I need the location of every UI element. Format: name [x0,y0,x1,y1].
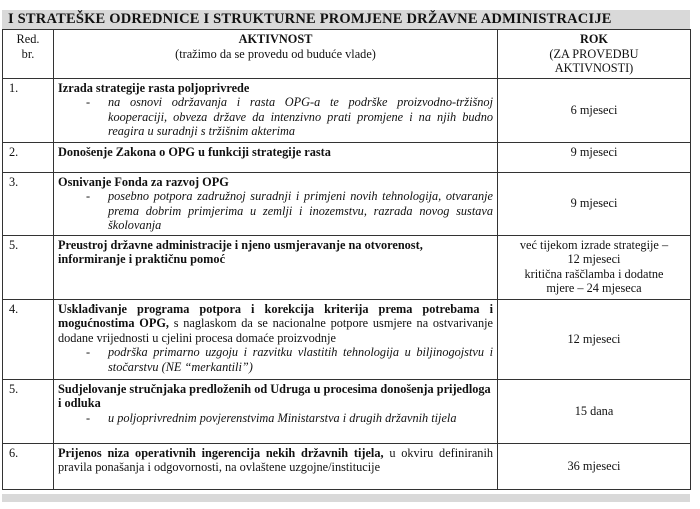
deadline-line: kritična raščlamba i dodatne [524,266,664,281]
activity-title: Usklađivanje programa potpora i korekcija kriterija prema potrebama i mogućnostima OPG, [58,301,493,330]
header-rok [498,30,691,79]
dash-marker: - [86,345,91,359]
header-br: br. [21,46,35,61]
activity-detail [58,345,493,374]
activity-title: Sudjelovanje stručnjaka predloženih od Udruga u procesima donošenja prijedloga i odluka [58,381,491,410]
table-row [3,379,691,443]
table-row [3,443,691,489]
row-deadline: 9 mjeseci [498,142,691,172]
activity-title: Prijenos niza operativnih ingerencija nekih državnih tijela, [58,445,384,460]
row-deadline: 12 mjeseci [498,299,691,379]
row-number: 4. [3,299,54,379]
activity-detail-text: u poljoprivrednim povjerenstvima Ministarstva i drugih državnih tijela [108,410,457,425]
table-row [3,172,691,235]
activity-text [58,446,493,475]
activity-title: Preustroj državne administracije i njeno usmjeravanje na otvorenost, informiranje i praktičnu pomoć [58,237,423,266]
bottom-shade [2,494,690,502]
table-header-row [3,30,691,79]
row-deadline: 6 mjeseci [498,78,691,142]
table-row [3,142,691,172]
table-row [3,299,691,379]
activity-detail-text: podrška primarno uzgoju i razvitku vlastitih tehnologija u biljinogojstvu i stočarstvu (NE “merkantili”) [108,345,493,374]
dash-marker: - [86,410,91,425]
dash-marker: - [86,189,91,203]
header-rok-sub2: AKTIVNOSTI) [554,61,634,75]
header-aktivnost-title: AKTIVNOST [238,32,313,46]
activity-title: Osnivanje Fonda za razvoj OPG [58,174,229,189]
activity-text [58,302,493,346]
activity-detail-text: posebno potpora zadružnoj suradnji i primjeni novih tehnologija, otvaranje prema dobrim primjerima u zemlji i inozemstvu, razrada novog sustava školovanja [108,189,493,232]
row-activity [54,235,498,299]
row-number: 5. [3,235,54,299]
row-activity [54,299,498,379]
activity-title: Donošenje Zakona o OPG u funkciji strategije rasta [58,144,331,159]
dash-marker: - [86,95,91,109]
activity-detail [58,411,493,426]
activity-detail [58,189,493,233]
header-aktivnost-sub: (tražimo da se provedu od buduće vlade) [175,46,376,61]
header-red: Red. [16,32,40,46]
activity-plain-text: s naglaskom da se nacionalne potpore usmjere na ostvarivanje dodane vrijednosti u cjelini procesa domaće proizvodnje [58,316,493,345]
row-activity [54,379,498,443]
activities-table [2,29,691,490]
row-deadline [498,235,691,299]
deadline-line: već tijekom izrade strategije – [519,237,669,252]
header-rok-sub1: (ZA PROVEDBU [549,46,639,61]
activity-title: Izrada strategije rasta poljoprivrede [58,80,250,95]
deadline-line: 12 mjeseci [567,252,621,266]
row-number: 2. [3,142,54,172]
activity-detail [58,95,493,139]
row-deadline: 15 dana [498,379,691,443]
activity-detail-text: na osnovi održavanja i rasta OPG-a te podrške proizvodno-tržišnoj kooperaciji, obveza države da intenzivno prati promjene i na njih budno reagira u suradnji s tržišnim akterima [108,95,493,138]
row-activity [54,172,498,235]
deadline-line: mjere – 24 mjeseca [546,281,642,295]
row-number: 6. [3,443,54,489]
row-activity [54,142,498,172]
header-rok-title: ROK [579,32,608,46]
section-title: I STRATEŠKE ODREDNICE I STRUKTURNE PROMJENE DRŽAVNE ADMINISTRACIJE [2,10,690,29]
header-aktivnost [54,30,498,79]
row-number: 3. [3,172,54,235]
activity-plain-text: u okviru definiranih pravila ponašanja i odgovornosti, na ovlaštene uzgojne/institucije [58,445,494,474]
row-number: 5. [3,379,54,443]
row-deadline: 9 mjeseci [498,172,691,235]
row-deadline: 36 mjeseci [498,443,691,489]
table-row [3,78,691,142]
row-activity [54,443,498,489]
table-row [3,235,691,299]
row-number: 1. [3,78,54,142]
row-activity [54,78,498,142]
header-red-br [3,30,54,79]
